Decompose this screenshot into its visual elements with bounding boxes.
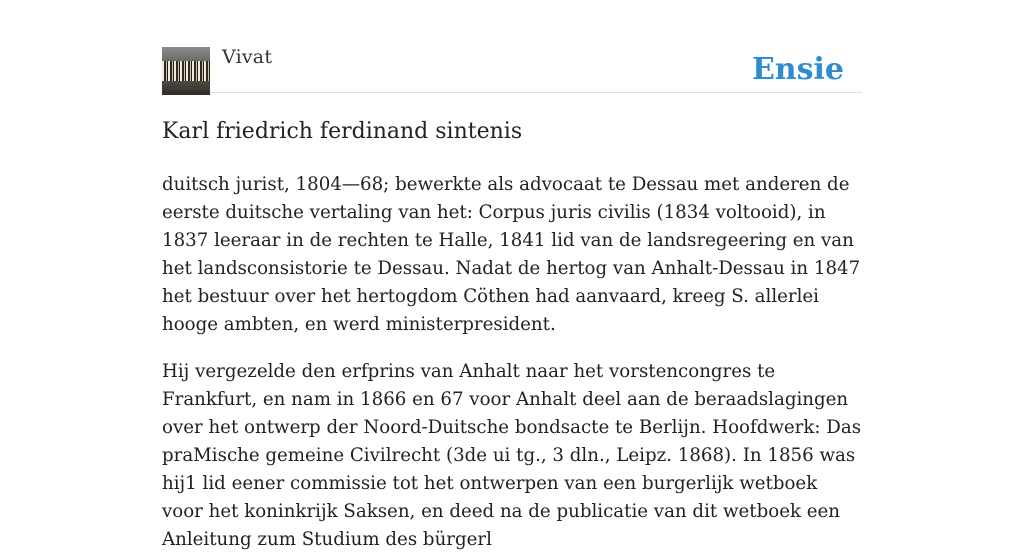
site-name[interactable]: Vivat: [222, 46, 273, 68]
page-title: Karl friedrich ferdinand sintenis: [162, 119, 523, 144]
article-paragraph: Hij vergezelde den erfprins van Anhalt naar het vorstencongres te Frankfurt, en nam in 1866 en 67 voor Anhalt deel aan de beraadslagingen over het ontwerp der Noord-Duitsche bondsacte te Berlijn. Hoofdwerk: Das praMische gemeine Civilrecht (3de ui tg., 3 dln., Leipz. 1868). In 1856 was hij1 lid eener commissie tot het ontwerpen van een burgerlijk wetboek voor het koninkrijk Saksen, en deed na de publicatie van dit wetboek een Anleitung zum Studium des bürgerl: [162, 361, 862, 550]
article-paragraph: duitsch jurist, 1804—68; bewerkte als advocaat te Dessau met anderen de eerste duitsche vertaling van het: Corpus juris civilis (1834 voltooid), in 1837 leeraar in de rechten te Halle, 1841 lid van de landsregeering en van het landsconsistorie te Dessau. Nadat de hertog van Anhalt-Dessau in 1847 het bestuur over het hertogdom Cöthen had aanvaard, kreeg S. allerlei hooge ambten, en werd ministerpresident.: [162, 174, 861, 335]
article-body: [162, 171, 862, 554]
brand-logo[interactable]: Ensie: [751, 52, 844, 87]
page: [162, 0, 862, 550]
bookshelf-icon: [162, 61, 210, 81]
avatar[interactable]: [162, 47, 210, 95]
header: [162, 0, 862, 93]
